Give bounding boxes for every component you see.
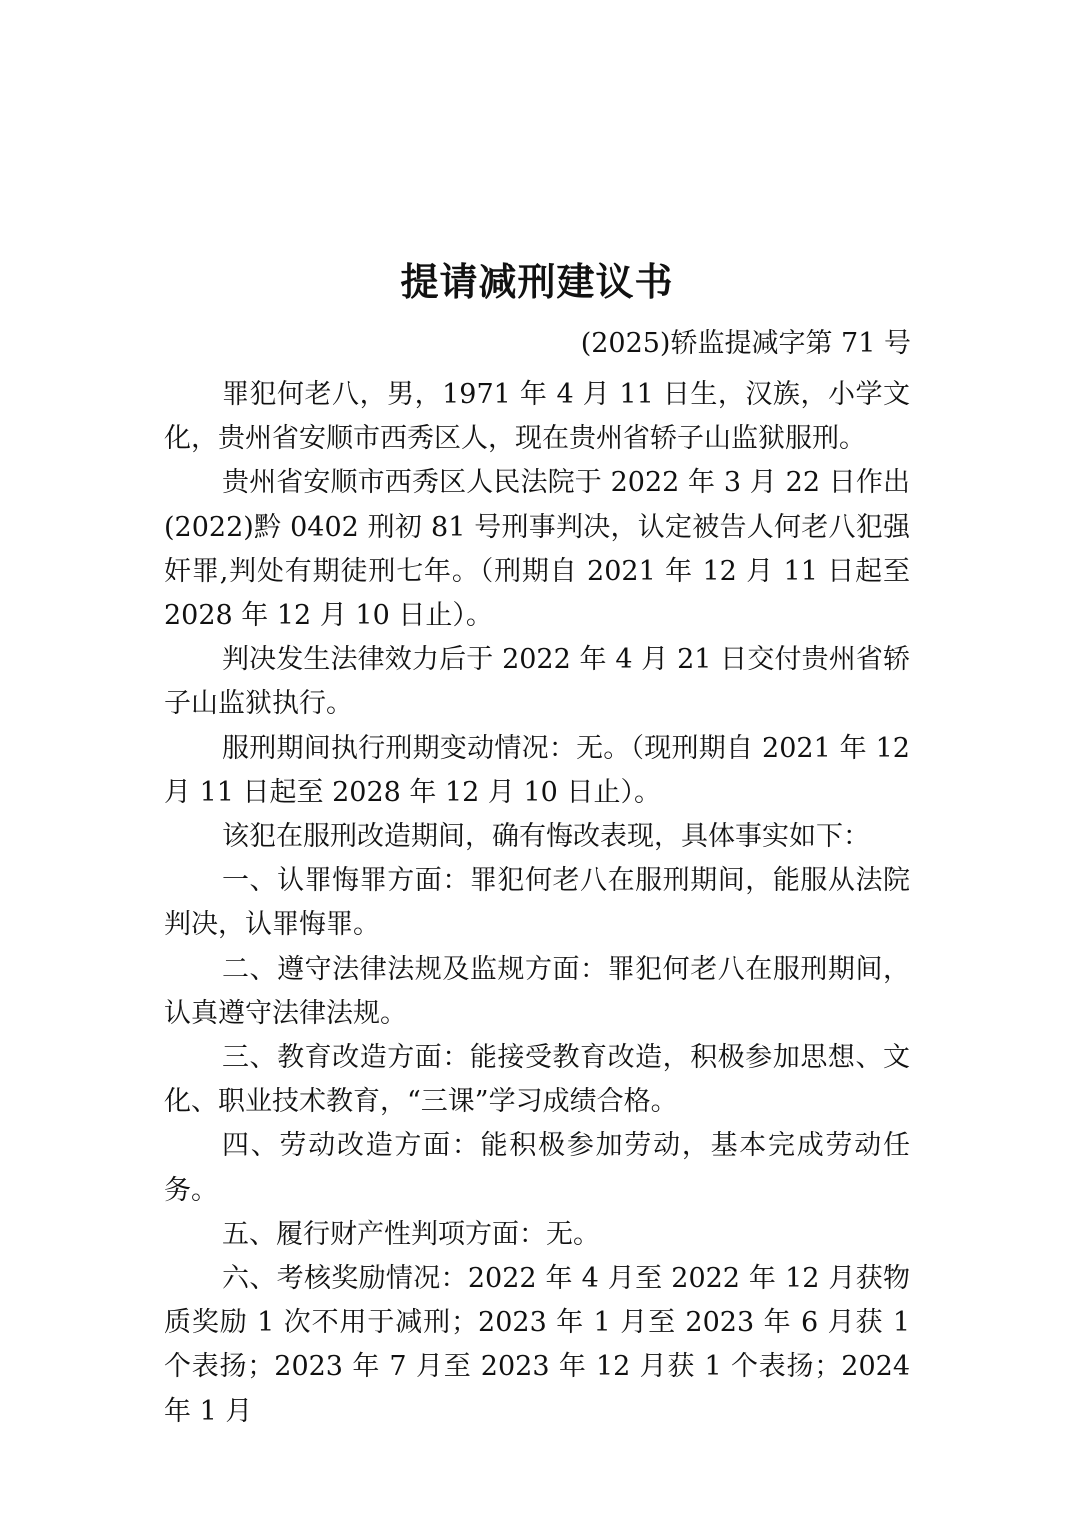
paragraph-item-6: 六、考核奖励情况：2022 年 4 月至 2022 年 12 月获物质奖励 1 次不用于减刑；2023 年 1 月至 2023 年 6 月获 1 个表扬；2023 年 7 月至 2023 年 12 月获 1 个表扬；2024 年 1 月 xyxy=(164,1263,910,1427)
paragraph-item-5: 五、履行财产性判项方面：无。 xyxy=(222,1218,600,1250)
paragraph-item-2: 二、遵守法律法规及监规方面：罪犯何老八在服刑期间，认真遵守法律法规。 xyxy=(164,953,910,1029)
paragraph-sentence-changes: 服刑期间执行刑期变动情况：无。（现刑期自 2021 年 12 月 11 日起至 2028 年 12 月 10 日止）。 xyxy=(164,732,910,808)
paragraph-item-1: 一、认罪悔罪方面：罪犯何老八在服刑期间，能服从法院判决，认罪悔罪。 xyxy=(164,865,910,941)
document-title: 提请减刑建议书 xyxy=(400,259,674,304)
document-body xyxy=(164,373,910,1434)
paragraph-judgment: 贵州省安顺市西秀区人民法院于 2022 年 3 月 22 日作出(2022)黔 0402 刑初 81 号刑事判决，认定被告人何老八犯强奸罪,判处有期徒刑七年。（刑期自 2021 年 12 月 11 日起至 2028 年 12 月 10 日止）。 xyxy=(164,467,910,632)
paragraph-item-4: 四、劳动改造方面：能积极参加劳动，基本完成劳动任务。 xyxy=(164,1130,910,1206)
paragraph-criminal-info: 罪犯何老八，男，1971 年 4 月 11 日生，汉族，小学文化，贵州省安顺市西秀区人，现在贵州省轿子山监狱服刑。 xyxy=(164,379,910,455)
paragraph-item-3: 三、教育改造方面：能接受教育改造，积极参加思想、文化、职业技术教育，“三课”学习成绩合格。 xyxy=(164,1042,910,1118)
paragraph-execution: 判决发生法律效力后于 2022 年 4 月 21 日交付贵州省轿子山监狱执行。 xyxy=(164,644,910,720)
paragraph-remorse-intro: 该犯在服刑改造期间，确有悔改表现，具体事实如下： xyxy=(222,821,870,853)
document-number: (2025)轿监提减字第 71 号 xyxy=(580,328,911,359)
